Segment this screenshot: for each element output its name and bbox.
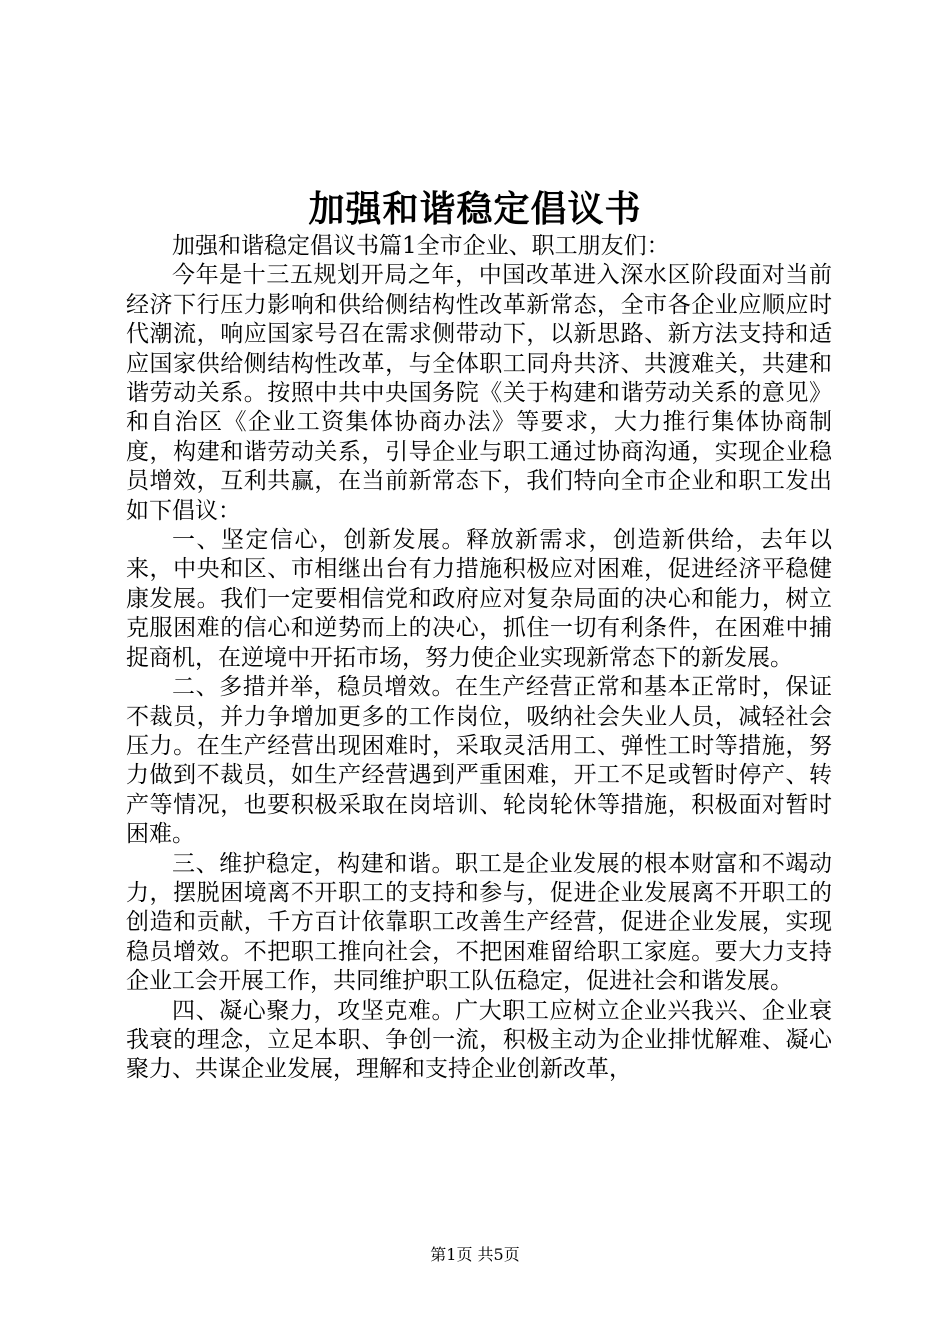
paragraph-intro: 加强和谐稳定倡议书篇1全市企业、职工朋友们： <box>172 233 670 259</box>
paragraph-background: 今年是十三五规划开局之年，中国改革进入深水区阶段面对当前经济下行压力影响和供给侧结构性改革新常态，全市各企业应顺应时代潮流，响应国家号召在需求侧带动下，以新思路、新方法支持和适应国家供给侧结构性改革，与全体职工同舟共济、共渡难关，共建和谐劳动关系。按照中共中央国务院《关于构建和谐劳动关系的意见》和自治区《企业工资集体协商办法》等要求，大力推行集体协商制度，构建和谐劳动关系，引导企业与职工通过协商沟通，实现企业稳员增效，互利共赢，在当前新常态下，我们特向全市企业和职工发出如下倡议： <box>126 262 832 524</box>
document-body <box>126 232 832 1085</box>
paragraph-point-3: 三、维护稳定，构建和谐。职工是企业发展的根本财富和不竭动力，摆脱困境离不开职工的支持和参与，促进企业发展离不开职工的创造和贡献，千方百计依靠职工改善生产经营，促进企业发展，实现稳员增效。不把职工推向社会，不把困难留给职工家庭。要大力支持企业工会开展工作，共同维护职工队伍稳定，促进社会和谐发展。 <box>126 850 832 995</box>
page-number-footer: 第1页 共5页 <box>430 1245 520 1264</box>
document-title: 加强和谐稳定倡议书 <box>308 188 642 230</box>
paragraph-point-4: 四、凝心聚力，攻坚克难。广大职工应树立企业兴我兴、企业衰我衰的理念，立足本职、争创一流，积极主动为企业排忧解难、凝心聚力、共谋企业发展，理解和支持企业创新改革， <box>126 997 832 1083</box>
paragraph-point-1: 一、坚定信心，创新发展。释放新需求，创造新供给，去年以来，中央和区、市相继出台有力措施积极应对困难，促进经济平稳健康发展。我们一定要相信党和政府应对复杂局面的决心和能力，树立克服困难的信心和逆势而上的决心，抓住一切有利条件，在困难中捕捉商机，在逆境中开拓市场，努力使企业实现新常态下的新发展。 <box>126 527 832 671</box>
paragraph-point-2: 二、多措并举，稳员增效。在生产经营正常和基本正常时，保证不裁员，并力争增加更多的工作岗位，吸纳社会失业人员，减轻社会压力。在生产经营出现困难时，采取灵活用工、弹性工时等措施，努力做到不裁员，如生产经营遇到严重困难，开工不足或暂时停产、转产等情况，也要积极采取在岗培训、轮岗轮休等措施，积极面对暂时困难。 <box>126 674 832 848</box>
